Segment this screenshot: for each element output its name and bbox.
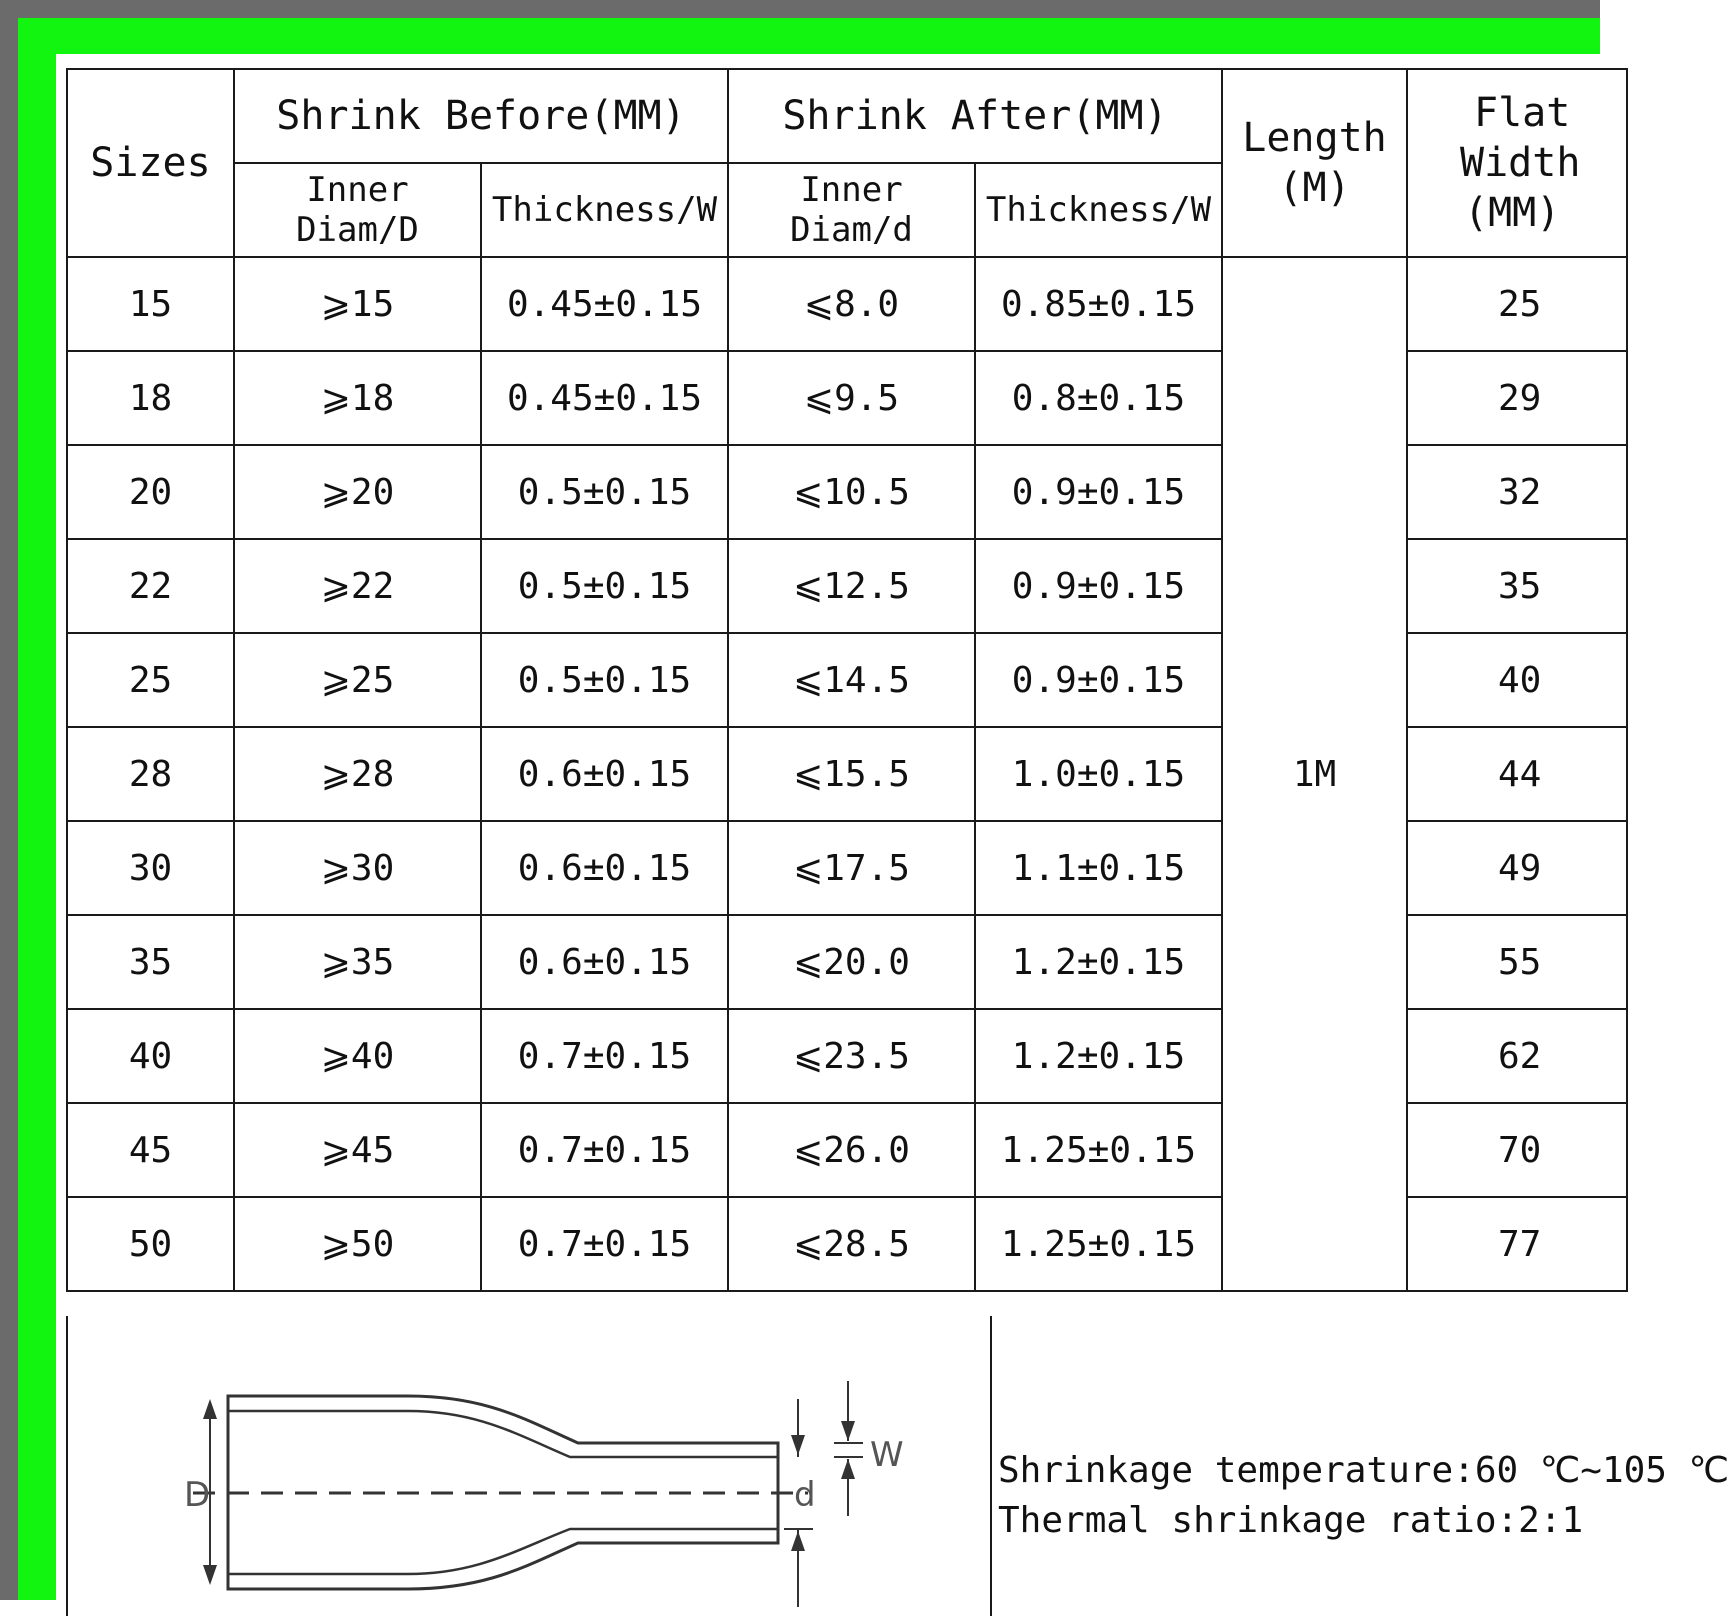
- cell-flat-width: 77: [1407, 1197, 1627, 1291]
- cell-after-inner-diam: ⩽8.0: [728, 257, 975, 351]
- cell-size: 22: [67, 539, 234, 633]
- cell-flat-width: 49: [1407, 821, 1627, 915]
- cell-size: 50: [67, 1197, 234, 1291]
- cell-after-thickness: 1.25±0.15: [975, 1103, 1222, 1197]
- shrink-notes: [998, 1446, 1729, 1546]
- cell-size: 45: [67, 1103, 234, 1197]
- header-after-thickness: Thickness/W: [975, 163, 1222, 257]
- cell-before-inner-diam: ⩾28: [234, 727, 481, 821]
- header-sizes: Sizes: [67, 69, 234, 257]
- cell-before-inner-diam: ⩾25: [234, 633, 481, 727]
- bottom-section: [66, 1316, 1729, 1616]
- cell-before-inner-diam: ⩾45: [234, 1103, 481, 1197]
- cell-size: 30: [67, 821, 234, 915]
- cell-before-thickness: 0.45±0.15: [481, 351, 728, 445]
- table-row: [67, 257, 1627, 351]
- cell-before-inner-diam: ⩾18: [234, 351, 481, 445]
- cell-after-thickness: 1.2±0.15: [975, 1009, 1222, 1103]
- cell-after-inner-diam: ⩽12.5: [728, 539, 975, 633]
- cell-flat-width: 25: [1407, 257, 1627, 351]
- cell-flat-width: 32: [1407, 445, 1627, 539]
- cell-after-inner-diam: ⩽23.5: [728, 1009, 975, 1103]
- cell-flat-width: 44: [1407, 727, 1627, 821]
- cell-after-thickness: 1.25±0.15: [975, 1197, 1222, 1291]
- cell-flat-width: 70: [1407, 1103, 1627, 1197]
- header-flat-width: [1407, 69, 1627, 257]
- header-after-inner-diam: Inner Diam/d: [728, 163, 975, 257]
- cell-flat-width: 29: [1407, 351, 1627, 445]
- cell-after-inner-diam: ⩽10.5: [728, 445, 975, 539]
- cell-before-thickness: 0.5±0.15: [481, 539, 728, 633]
- cell-size: 15: [67, 257, 234, 351]
- cell-before-thickness: 0.7±0.15: [481, 1103, 728, 1197]
- cell-size: 20: [67, 445, 234, 539]
- header-shrink-after: Shrink After(MM): [728, 69, 1222, 163]
- cell-before-thickness: 0.7±0.15: [481, 1009, 728, 1103]
- cell-after-thickness: 0.8±0.15: [975, 351, 1222, 445]
- cell-flat-width: 40: [1407, 633, 1627, 727]
- cell-after-inner-diam: ⩽20.0: [728, 915, 975, 1009]
- diagram-label-W: W: [870, 1435, 904, 1475]
- dim-W-arrow-bottom: [841, 1459, 855, 1479]
- cell-length: 1M: [1222, 257, 1407, 1291]
- cell-flat-width: 55: [1407, 915, 1627, 1009]
- header-flat-line3: (MM): [1464, 190, 1561, 236]
- cell-after-inner-diam: ⩽14.5: [728, 633, 975, 727]
- dim-d-arrow-bottom: [791, 1531, 805, 1551]
- header-shrink-before: Shrink Before(MM): [234, 69, 728, 163]
- cell-flat-width: 62: [1407, 1009, 1627, 1103]
- header-before-thickness: Thickness/W: [481, 163, 728, 257]
- cell-after-inner-diam: ⩽9.5: [728, 351, 975, 445]
- header-flat-line2: Width: [1460, 140, 1581, 186]
- cell-before-thickness: 0.7±0.15: [481, 1197, 728, 1291]
- header-length: [1222, 69, 1407, 257]
- cell-size: 18: [67, 351, 234, 445]
- shrinkage-ratio: Thermal shrinkage ratio:2:1: [998, 1500, 1584, 1541]
- cell-after-thickness: 0.9±0.15: [975, 445, 1222, 539]
- bottom-divider: [990, 1316, 992, 1616]
- header-length-line2: (M): [1278, 165, 1351, 211]
- cell-after-thickness: 1.0±0.15: [975, 727, 1222, 821]
- cell-before-inner-diam: ⩾35: [234, 915, 481, 1009]
- cell-before-thickness: 0.6±0.15: [481, 821, 728, 915]
- cell-before-thickness: 0.45±0.15: [481, 257, 728, 351]
- cell-before-inner-diam: ⩾50: [234, 1197, 481, 1291]
- dim-D-arrow-bottom: [203, 1565, 217, 1585]
- cell-after-inner-diam: ⩽26.0: [728, 1103, 975, 1197]
- cell-size: 28: [67, 727, 234, 821]
- cell-size: 35: [67, 915, 234, 1009]
- header-length-line1: Length: [1242, 115, 1387, 161]
- cell-before-thickness: 0.6±0.15: [481, 727, 728, 821]
- cell-before-inner-diam: ⩾40: [234, 1009, 481, 1103]
- cell-before-inner-diam: ⩾22: [234, 539, 481, 633]
- cell-flat-width: 35: [1407, 539, 1627, 633]
- cell-size: 40: [67, 1009, 234, 1103]
- header-before-inner-diam: Inner Diam/D: [234, 163, 481, 257]
- cell-after-thickness: 1.1±0.15: [975, 821, 1222, 915]
- cell-after-inner-diam: ⩽28.5: [728, 1197, 975, 1291]
- dim-d-arrow-top: [791, 1435, 805, 1455]
- cell-after-inner-diam: ⩽17.5: [728, 821, 975, 915]
- dim-W-arrow-top: [841, 1421, 855, 1441]
- cell-before-inner-diam: ⩾20: [234, 445, 481, 539]
- header-flat-line1: Flat: [1474, 90, 1571, 136]
- cell-after-thickness: 0.9±0.15: [975, 539, 1222, 633]
- cell-size: 25: [67, 633, 234, 727]
- spec-table: [66, 68, 1628, 1292]
- cell-after-thickness: 0.9±0.15: [975, 633, 1222, 727]
- cell-after-inner-diam: ⩽15.5: [728, 727, 975, 821]
- shrinkage-temperature: Shrinkage temperature:60 ℃~105 ℃: [998, 1450, 1729, 1491]
- cell-before-inner-diam: ⩾15: [234, 257, 481, 351]
- spec-table-body: [67, 257, 1627, 1291]
- cell-after-thickness: 1.2±0.15: [975, 915, 1222, 1009]
- dim-D-arrow-top: [203, 1399, 217, 1419]
- cell-before-inner-diam: ⩾30: [234, 821, 481, 915]
- diagram-label-d: d: [794, 1475, 816, 1515]
- cell-before-thickness: 0.5±0.15: [481, 445, 728, 539]
- cell-before-thickness: 0.5±0.15: [481, 633, 728, 727]
- diagram-label-D: D: [184, 1475, 211, 1515]
- shrink-tube-diagram: [118, 1371, 918, 1611]
- cell-after-thickness: 0.85±0.15: [975, 257, 1222, 351]
- cell-before-thickness: 0.6±0.15: [481, 915, 728, 1009]
